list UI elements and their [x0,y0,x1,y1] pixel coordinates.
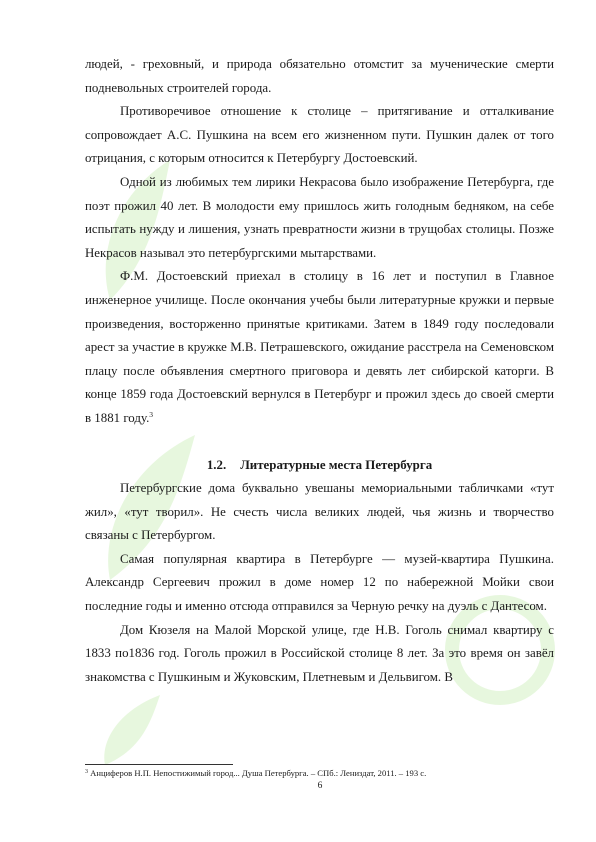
footnote [85,768,554,779]
paragraph: Противоречивое отношение к столице – притягивание и отталкивание сопровождает А.С. Пушкина на всем его жизненном пути. Пушкин далек от того отрицания, с которым относится к Петербургу Достоевский. [85,104,554,166]
footnote-text: Анциферов Н.П. Непостижимый город... Душа Петербурга. – СПб.: Лениздат, 2011. – 193 с. [90,768,427,778]
paragraph: Петербургские дома буквально увешаны мемориальными табличками «тут жил», «тут творил». Не счесть числа великих людей, чья жизнь и творчество связаны с Петербургом. [85,481,554,543]
footnote-reference[interactable]: 3 [149,409,154,419]
paragraph: Дом Кюзеля на Малой Морской улице, где Н.В. Гоголь снимал квартиру с 1833 по1836 год. Гоголь прожил в Российской столице 8 лет. За это время он завёл знакомства с Пушкиным и Жуковским, Плетневым и Дельвигом. В [85,622,554,684]
paragraph: Самая популярная квартира в Петербурге — музей-квартира Пушкина. Александр Сергеевич прожил в доме номер 12 по набережной Мойки свои последние годы и именно отсюда отправился за Черную речку на дуэль с Дантесом. [85,551,554,614]
paragraph: Одной из любимых тем лирики Некрасова было изображение Петербурга, где поэт прожил 40 лет. В молодости ему пришлось жить голодным бедняком, на себе испытать нужду и лишения, узнать превратности жизни в трущобах столицы. Позже Некрасов называл это петербургскими мытарствами. [85,174,554,260]
footnote-marker: 3 [85,769,88,775]
paragraph: людей, - греховный, и природа обязательно отомстит за мученические смерти подневольных строителей города. [85,57,554,95]
watermark-logo-icon [95,690,165,770]
paragraph [85,265,554,430]
footnote-divider [85,764,233,765]
section-number: 1.2. [206,457,227,472]
page-number: 6 [317,781,323,791]
section-title: Литературные места Петербурга [240,457,433,472]
paragraph-text: Ф.М. Достоевский приехал в столицу в 16 лет и поступил в Главное инженерное училище. После окончания учебы были литературные кружки и первые произведения, восторженно принятые критиками. Затем в 1849 году последовали арест за участие в кружке М.В. Петрашевского, ожидание расстрела на Семеновском плацу после объявления смертного приговора и девять лет сибирской каторги. В конце 1859 года Достоевский вернулся в Петербург и прожил здесь до своей смерти в 1881 году. [85,269,554,425]
body-text [85,53,554,689]
section-heading [85,454,554,478]
